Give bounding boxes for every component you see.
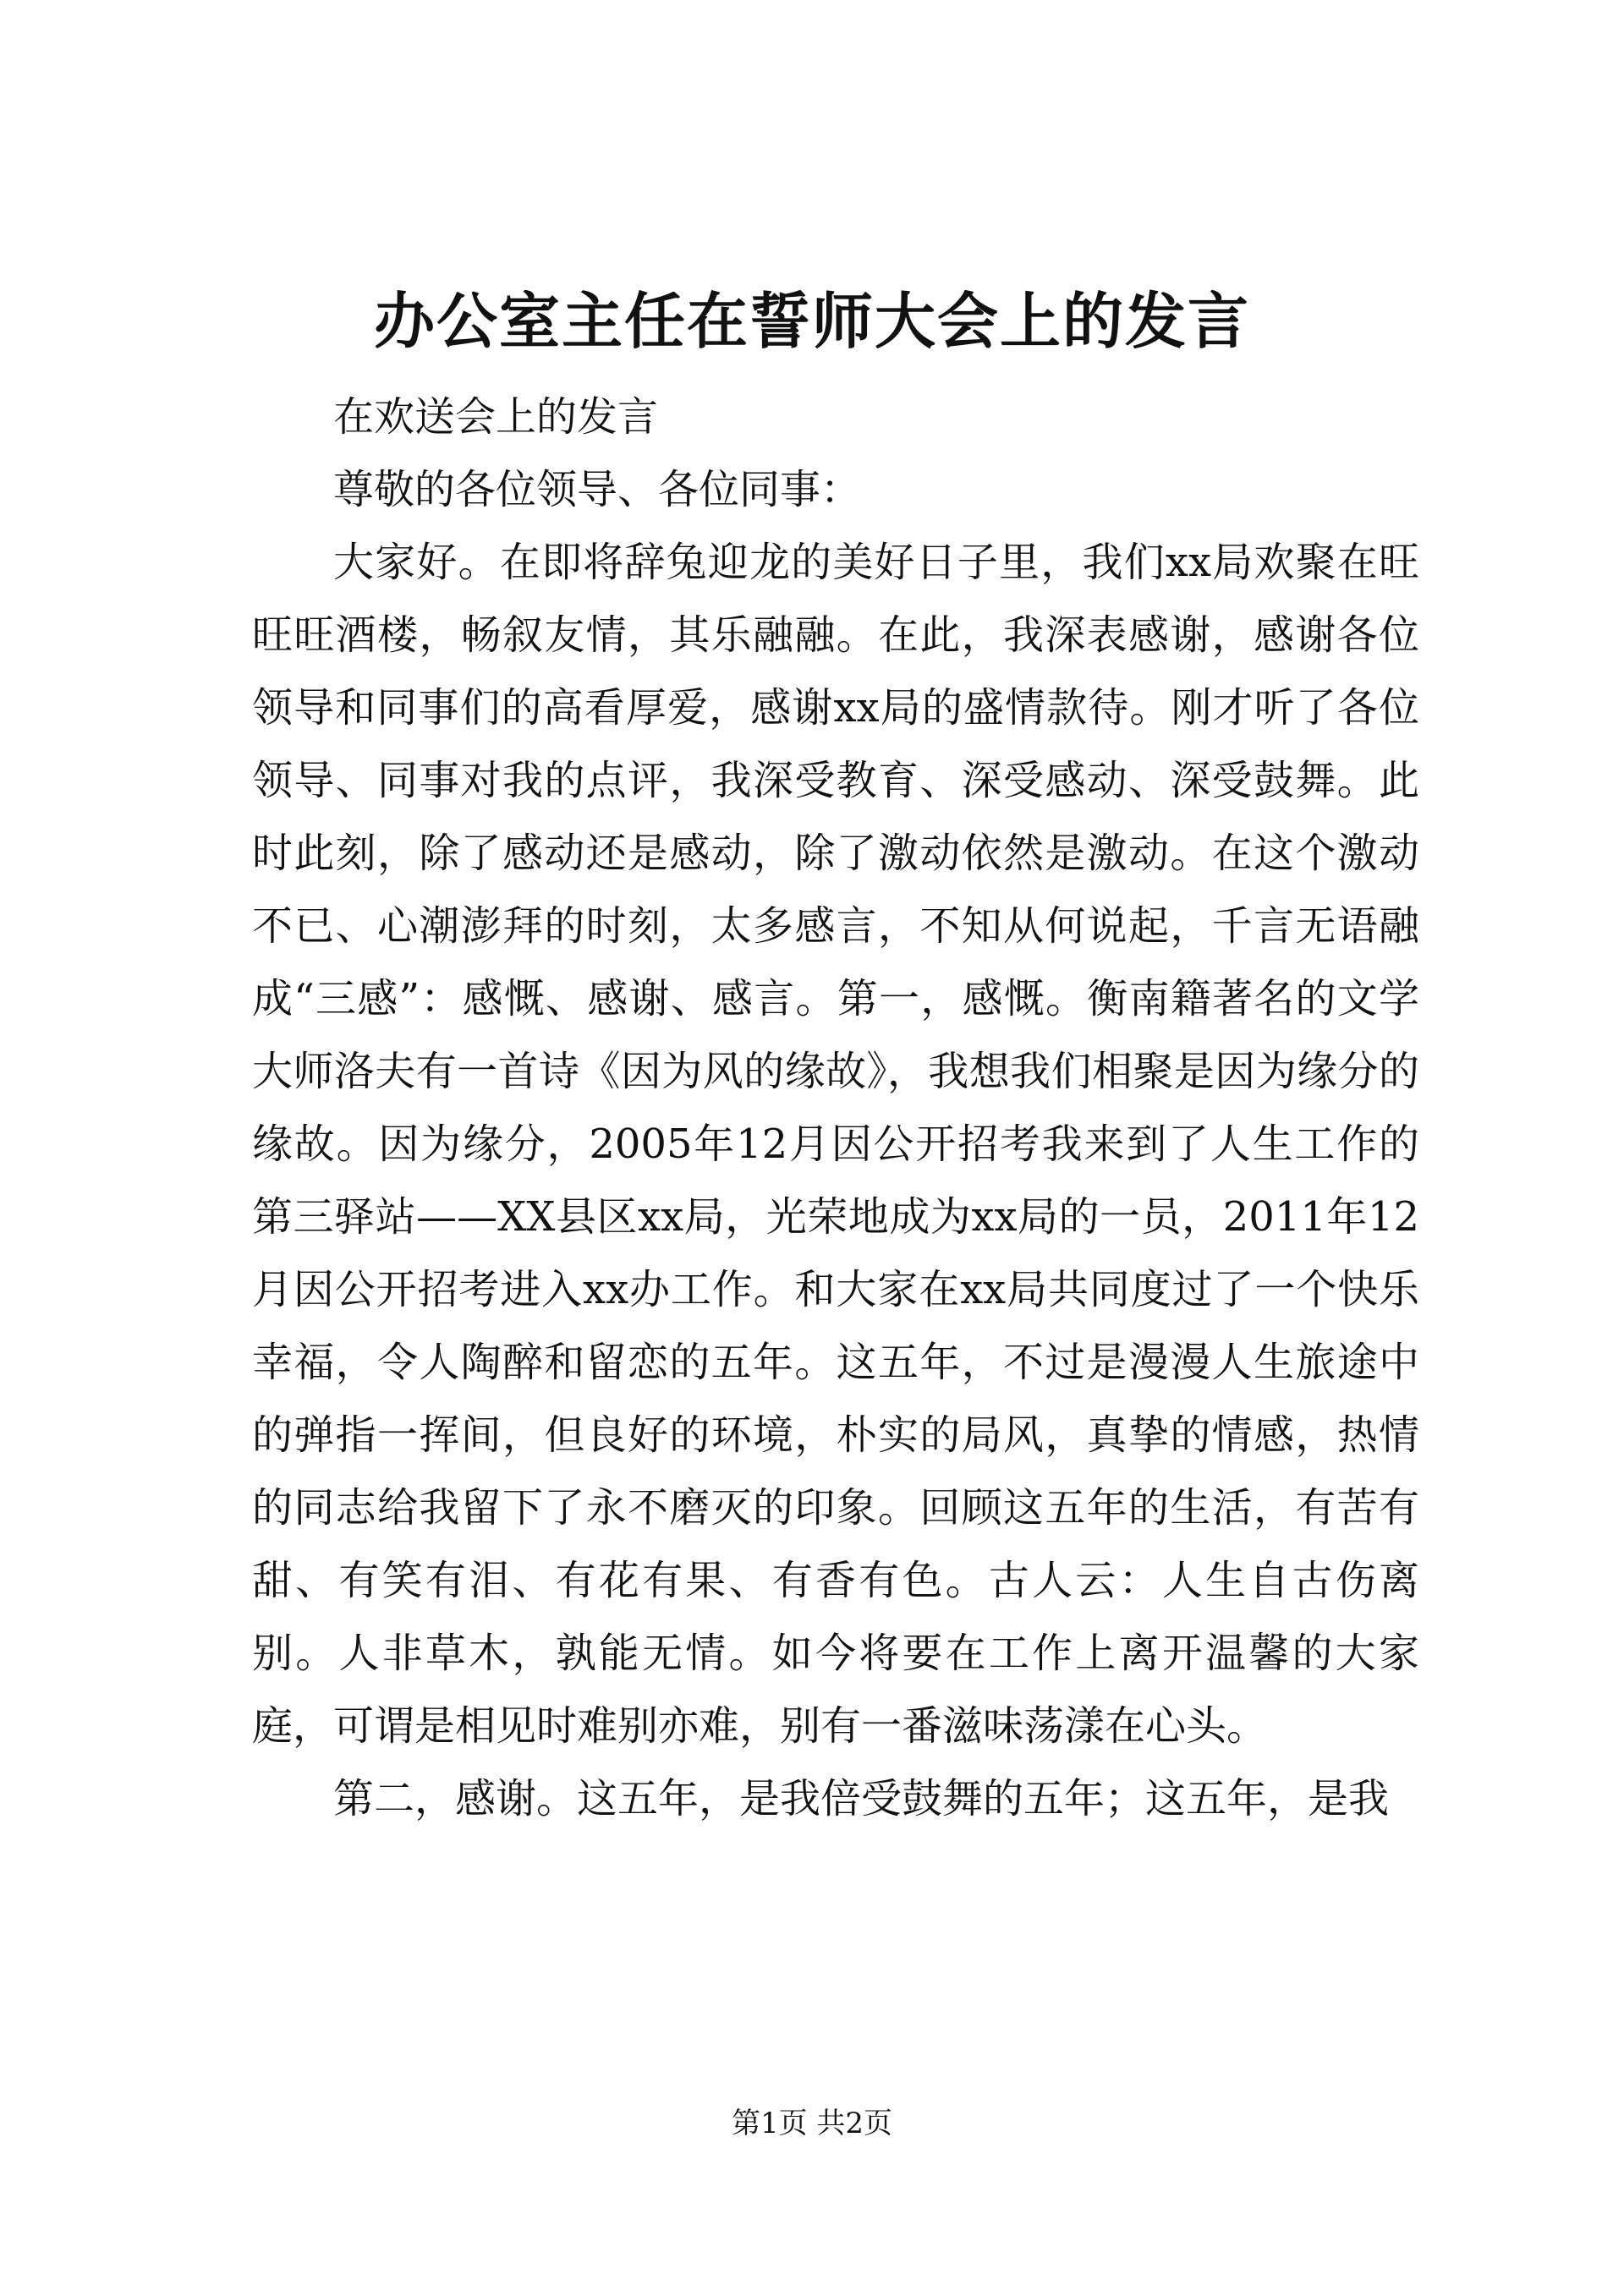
paragraph-subtitle: 在欢送会上的发言 xyxy=(333,393,659,441)
paragraph-second: 第二，感谢。这五年，是我倍受鼓舞的五年；这五年，是我 xyxy=(333,1775,1390,1822)
paragraph-salutation: 尊敬的各位领导、各位同事： xyxy=(333,466,862,513)
document-title: 办公室主任在誓师大会上的发言 xyxy=(373,285,1250,357)
document-body xyxy=(252,381,1419,1835)
page-footer: 第1页 共2页 xyxy=(731,2107,893,2140)
paragraph-main: 大家好。在即将辞兔迎龙的美好日子里，我们xx局欢聚在旺旺旺酒楼，畅叙友情，其乐融融。在此，我深表感谢，感谢各位领导和同事们的高看厚爱，感谢xx局的盛情款待。刚才听了各位领导、同事对我的点评，我深受教育、深受感动、深受鼓舞。此时此刻，除了感动还是感动，除了激动依然是激动。在这个激动不已、心潮澎拜的时刻，太多感言，不知从何说起，千言无语融成“三感”：感慨、感谢、感言。第一，感慨。衡南籍著名的文学大师洛夫有一首诗《因为风的缘故》，我想我们相聚是因为缘分的缘故。因为缘分，2005年12月因公开招考我来到了人生工作的第三驿站——XX县区xx局，光荣地成为xx局的一员，2011年12月因公开招考进入xx办工作。和大家在xx局共同度过了一个快乐幸福，令人陶醉和留恋的五年。这五年，不过是漫漫人生旅途中的弹指一挥间，但良好的环境，朴实的局风，真挚的情感，热情的同志给我留下了永不磨灭的印象。回顾这五年的生活，有苦有甜、有笑有泪、有花有果、有香有色。古人云：人生自古伤离别。人非草木，孰能无情。如今将要在工作上离开温馨的大家庭，可谓是相见时难别亦难，别有一番滋味荡漾在心头。 xyxy=(252,539,1419,1750)
